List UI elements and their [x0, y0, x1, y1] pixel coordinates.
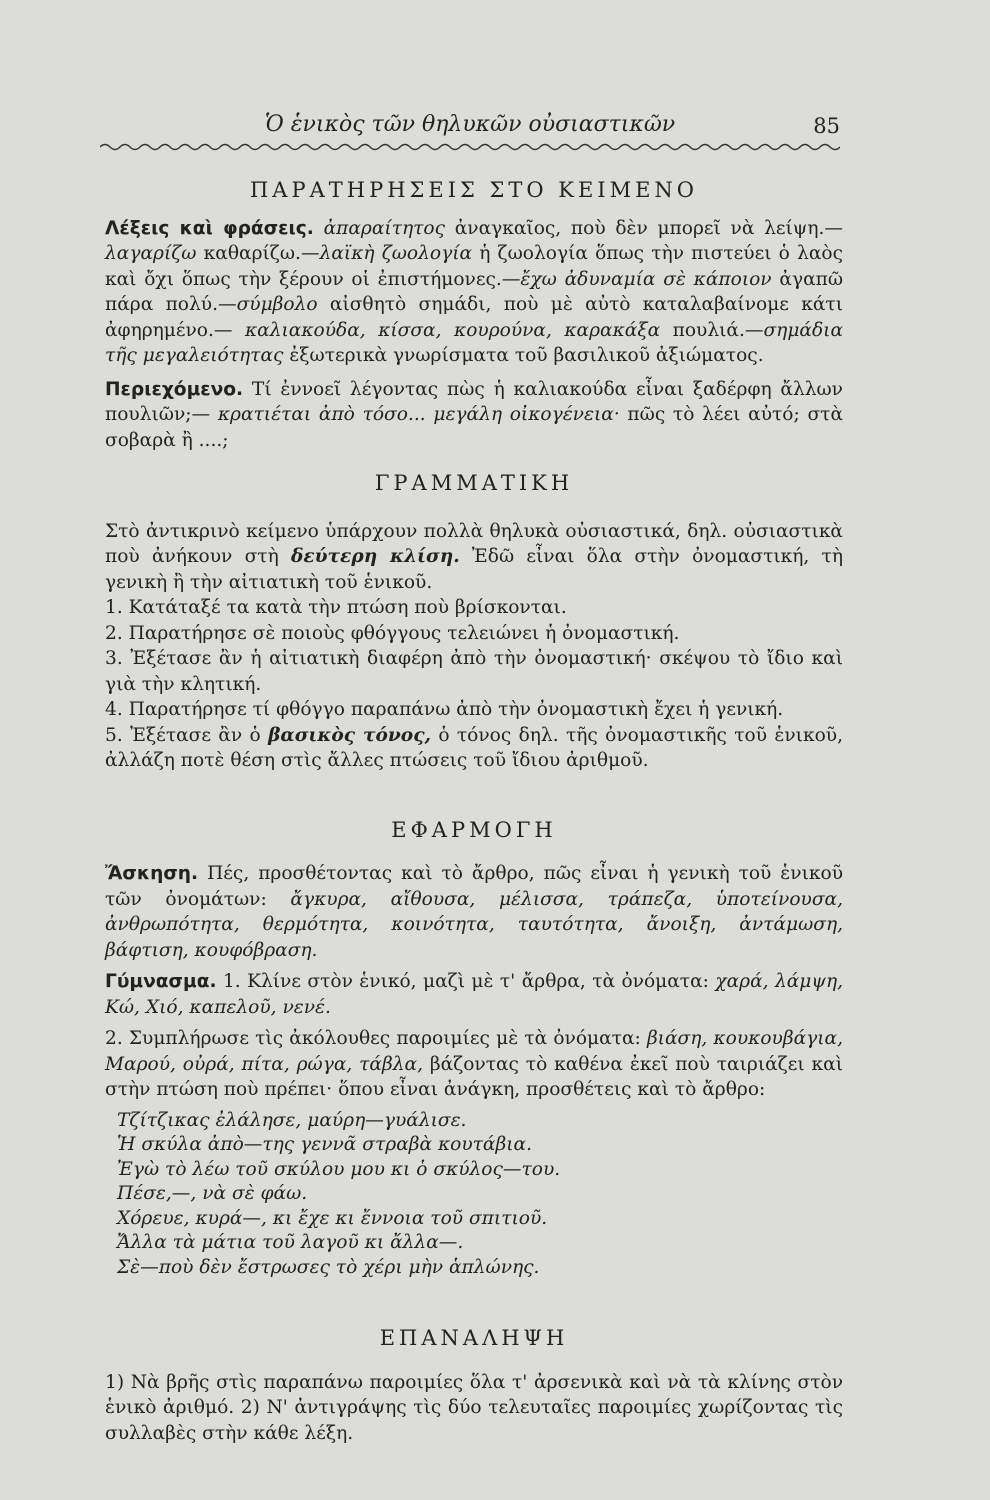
grammar-intro-text: Ἐδῶ εἶναι ὅλα στὴν ὀνομαστική, τὴ γενικὴ ἢ τὴν αἰτιατικὴ τοῦ ἑνικοῦ. [105, 546, 843, 593]
grammar-item-4: 4. Παρατήρησε τί φθόγγο παραπάνω ἀπὸ τὴν ὀνομαστικὴ ἔχει ἡ γενική. [105, 699, 784, 720]
drill-words: χαρά, λάμψη, Κώ, Χιό, καπελοῦ, νενέ. [105, 971, 844, 1018]
exercise-lead: Ἄσκηση. [105, 863, 199, 884]
drill-2-text: 2. Συμπλήρωσε τὶς ἀκόλουθες παροιμίες μὲ τὰ ὀνόματα: [105, 1028, 647, 1049]
grammar-item-3: 3. Ἐξέτασε ἂν ἡ αἰτιατικὴ διαφέρη ἀπὸ τὴν ὀνομαστική· σκέψου τὸ ἴδιο καὶ γιὰ τὴν κλητική. [105, 648, 843, 695]
proverb: Ἄλλα τὰ μάτια τοῦ λαγοῦ κι ἄλλα—. [117, 1232, 464, 1253]
exercise-words: ἄγκυρα, αἴθουσα, μέλισσα, τράπεζα, ὑποτείνουσα, ἀνθρωπότητα, θερμότητα, κοινότητα, ταυτότητα, ἄνοιξη, ἀντάμωση, βάφτιση, κουφόβραση. [105, 888, 844, 961]
definition: ἀγαπῶ πάρα πολύ.— [105, 268, 844, 315]
definition: ἡ ζωολογία ὅπως τὴν πιστεύει ὁ λαὸς καὶ ὄχι ὅπως τὴν ξέρουν οἱ ἐπιστήμονες.— [105, 243, 843, 290]
drill-paragraph [105, 969, 843, 1020]
grammar-item-text: ὁ τόνος δηλ. τῆς ὀνομαστικῆς τοῦ ἑνικοῦ, ἀλλάζη ποτὲ θέση στὶς ἄλλες πτώσεις τοῦ ἴδιου ἀριθμοῦ. [105, 724, 843, 771]
drill-lead: Γύμνασμα. [105, 971, 217, 992]
proverb-list [105, 1109, 843, 1281]
definition: καθαρίζω.— [196, 243, 320, 264]
term: λαϊκὴ ζωολογία [319, 243, 473, 264]
grammar-intro-text: Στὸ ἀντικρινὸ κείμενο ὑπάρχουν πολλὰ θηλυκὰ οὐσιαστικά, δηλ. οὐσιαστικὰ ποὺ ἀνήκουν στὴ [105, 520, 843, 567]
drill-2-paragraph [105, 1026, 843, 1103]
term: ἔχω ἀδυναμία σὲ κάποιον [520, 268, 772, 290]
page-body [105, 178, 843, 1446]
page-number: 85 [813, 114, 840, 138]
exercise-text: Πές, προσθέτοντας καὶ τὸ ἄρθρο, πῶς εἶναι ἡ γενικὴ τοῦ ἑνικοῦ τῶν ὀνομάτων: [105, 863, 843, 910]
wavy-rule [100, 140, 840, 154]
term: λαγαρίζω [105, 243, 197, 264]
definition: πουλιά.— [660, 319, 764, 341]
term: ἀπαραίτητος [323, 217, 446, 239]
content-text: πῶς τὸ λέει αὐτό; στὰ σοβαρὰ ἢ ....; [105, 404, 843, 451]
content-lead: Περιεχόμενο. [105, 378, 244, 400]
heading-application: ΕΦΑΡΜΟΓΗ [391, 817, 557, 842]
content-paragraph [105, 377, 843, 454]
proverb: Χόρευε, κυρά—, κι ἔχε κι ἔννοια τοῦ σπιτιοῦ. [117, 1207, 548, 1229]
proverb: Πέσε,—, νὰ σὲ φάω. [117, 1183, 308, 1204]
grammar-item-1: 1. Κατάταξέ τα κατὰ τὴν πτώση ποὺ βρίσκονται. [105, 597, 567, 618]
vocabulary-lead: Λέξεις καὶ φράσεις. [105, 217, 314, 239]
running-head [100, 112, 840, 142]
drill-text: 1. Κλίνε στὸν ἑνικό, μαζὶ μὲ τ' ἄρθρα, τὰ ὀνόματα: [216, 971, 716, 992]
running-title: Ὁ ἑνικὸς τῶν θηλυκῶν οὐσιαστικῶν [264, 112, 676, 137]
proverb: Σὲ—ποὺ δὲν ἔστρωσες τὸ χέρι μὴν ἁπλώνης. [117, 1256, 540, 1278]
grammar-intro [105, 519, 843, 596]
review-paragraph: 1) Νὰ βρῆς στὶς παραπάνω παροιμίες ὅλα τ' ἀρσενικὰ καὶ νὰ τὰ κλίνης στὸν ἑνικὸ ἀριθμό. 2) Ν' ἀντιγράψης τὶς δύο τελευταῖες παροιμίες χωρίζοντας τὶς συλλαβὲς στὴν κάθε λέξη. [105, 1371, 843, 1444]
definition: αἰσθητὸ σημάδι, ποὺ μὲ αὐτὸ καταλαβαίνομε κάτι ἀφηρημένο.— [105, 294, 843, 341]
term: καλιακούδα, κίσσα, κουρούνα, καρακάξα [244, 319, 661, 341]
proverb: Ἐγὼ τὸ λέω τοῦ σκύλου μου κι ὁ σκύλος—του. [117, 1158, 561, 1180]
drill-2-text: βάζοντας τὸ καθένα ἐκεῖ ποὺ ταιριάζει καὶ στὴν πτώση ποὺ πρέπει· ὅπου εἶναι ἀνάγκη, προσθέτεις καὶ τὸ ἄρθρο: [105, 1053, 843, 1100]
heading-observations: ΠΑΡΑΤΗΡΗΣΕΙΣ ΣΤΟ ΚΕΙΜΕΝΟ [249, 178, 699, 202]
definition: ἀναγκαῖος, ποὺ δὲν μπορεῖ νὰ λείψη.— [445, 217, 843, 239]
grammar-term: δεύτερη κλίση. [290, 546, 460, 567]
grammar-term: βασικὸς τόνος, [268, 724, 431, 746]
grammar-item-text: 5. Ἐξέτασε ἂν ὁ [105, 724, 269, 746]
proverb: Ἡ σκύλα ἀπὸ—της γεννᾶ στραβὰ κουτάβια. [117, 1134, 533, 1155]
grammar-item-5 [105, 723, 843, 774]
exercise-paragraph [105, 861, 843, 963]
definition: ἐξωτερικὰ γνωρίσματα τοῦ βασιλικοῦ ἀξιώματος. [283, 345, 764, 366]
heading-review: ΕΠΑΝΑΛΗΨΗ [379, 1326, 569, 1350]
grammar-item-2: 2. Παρατήρησε σὲ ποιοὺς φθόγγους τελειώνει ἡ ὀνομαστική. [105, 622, 680, 644]
vocabulary-paragraph [105, 216, 843, 369]
proverb: Τζίτζικας ἐλάλησε, μαύρη—γυάλισε. [117, 1109, 467, 1131]
term: σύμβολο [236, 294, 318, 315]
heading-grammar: ΓΡΑΜΜΑΤΙΚΗ [374, 471, 574, 495]
drill-2-words: βιάση, κουκουβάγια, Μαρού, οὐρά, πίτα, ρώγα, τάβλα, [105, 1028, 843, 1075]
term: σημάδια τῆς μεγαλειότητας [105, 319, 843, 366]
quoted-phrase: κρατιέται ἀπὸ τόσο... μεγάλη οἰκογένεια· [210, 404, 620, 425]
content-text: Τί ἐννοεῖ λέγοντας πὼς ἡ καλιακούδα εἶναι ξαδέρφη ἄλλων πουλιῶν;— [105, 378, 843, 425]
